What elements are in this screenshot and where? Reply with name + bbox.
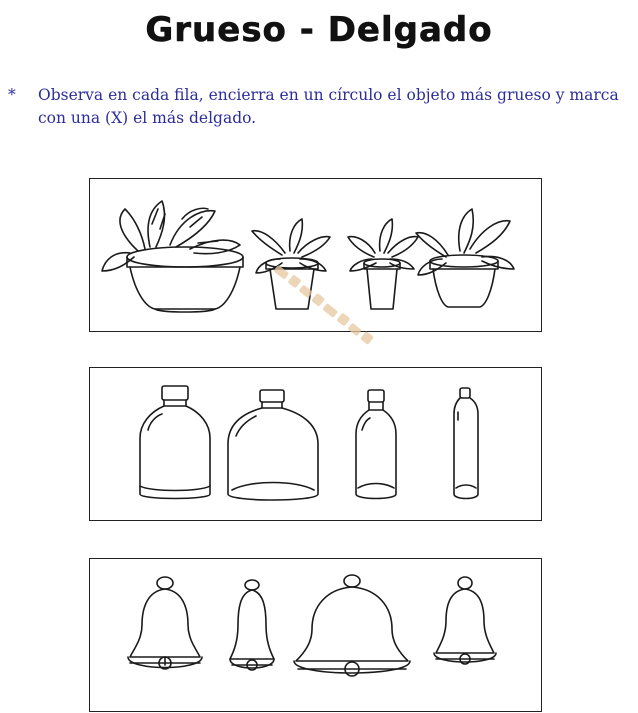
bell[interactable]	[434, 577, 496, 664]
thin-bottle[interactable]	[454, 388, 478, 499]
bottles-row-panel	[89, 367, 542, 521]
instruction-text: Observa en cada fila, encierra en un círculo el objeto más grueso y marca con una (X) el más delgado.	[38, 86, 619, 127]
large-potted-plant[interactable]	[102, 201, 243, 312]
narrow-bell[interactable]	[230, 580, 274, 670]
thin-potted-plant[interactable]	[348, 219, 418, 309]
plants-row-panel	[89, 178, 542, 332]
bell[interactable]	[128, 577, 202, 669]
wide-bottle[interactable]	[228, 390, 318, 500]
potted-plant[interactable]	[416, 209, 514, 307]
instruction	[8, 84, 628, 130]
bottle[interactable]	[140, 386, 210, 499]
bells-row-panel	[89, 558, 542, 712]
narrow-bottle[interactable]	[356, 390, 396, 499]
medium-potted-plant[interactable]	[252, 219, 330, 309]
instruction-bullet: *	[8, 86, 16, 104]
page-title: Grueso - Delgado	[145, 10, 493, 50]
wide-bell[interactable]	[294, 575, 410, 676]
